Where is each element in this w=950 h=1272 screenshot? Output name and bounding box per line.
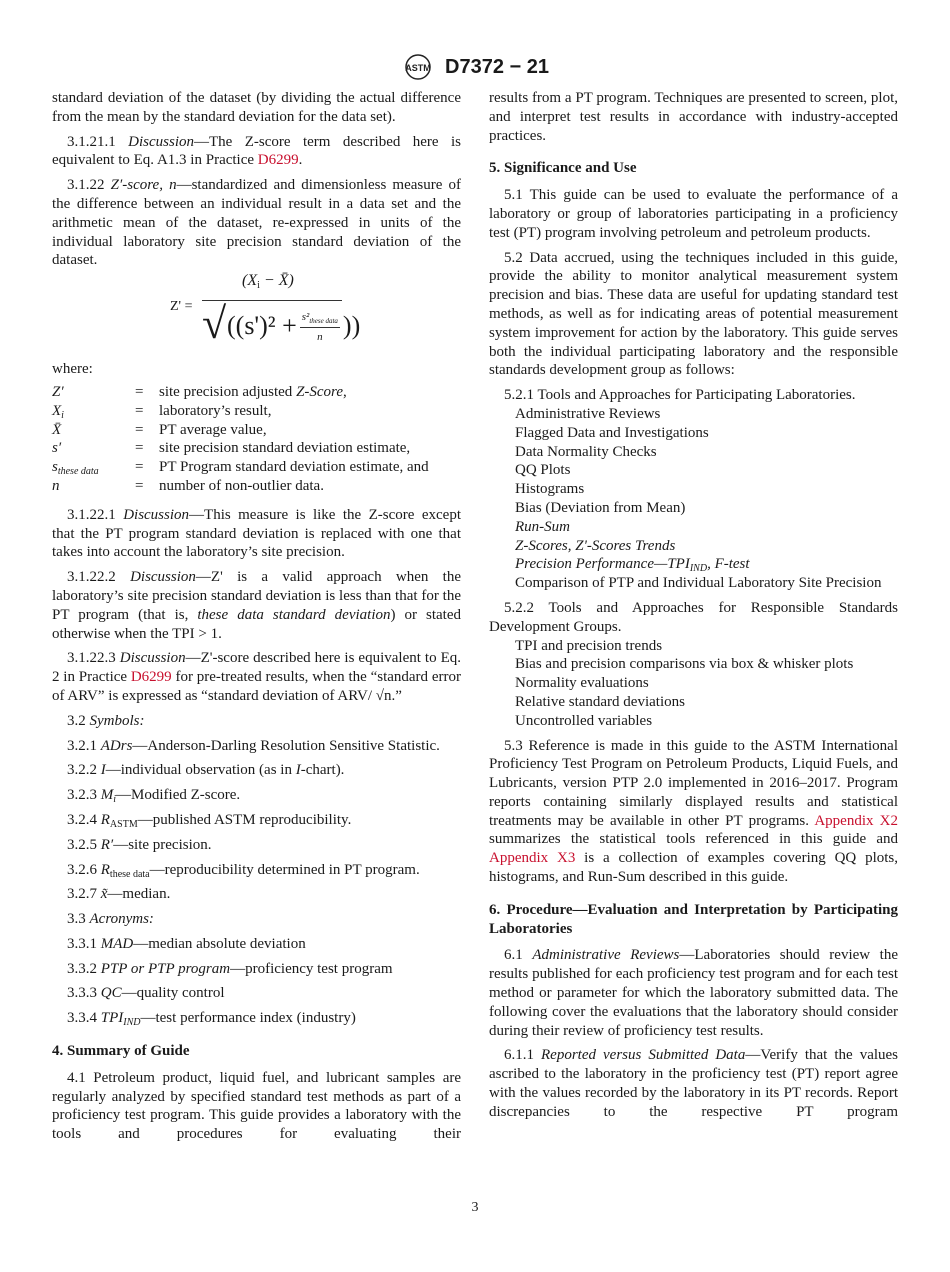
equals-sign: = xyxy=(135,383,144,400)
text-run: s xyxy=(52,459,58,476)
right-column xyxy=(489,89,898,1128)
text-run: 3.3.4 xyxy=(67,1010,101,1027)
symbol xyxy=(52,402,135,421)
text-run: Bias and precision comparisons via box & whisker plots xyxy=(515,656,854,673)
text-run: 3.3 xyxy=(67,911,90,928)
where-label: where: xyxy=(52,361,93,378)
text-run: 3.1.22.1 xyxy=(67,506,124,523)
text-run: 3.2.7 xyxy=(67,886,101,903)
paragraph xyxy=(52,910,461,929)
cross-reference-link[interactable]: D6299 xyxy=(257,152,299,169)
text-run: Administrative Reviews xyxy=(515,405,661,422)
formula-lhs: Z' = xyxy=(170,299,193,315)
italic-term: Z′-score, n xyxy=(110,177,177,194)
definition xyxy=(159,421,429,440)
equals-sign: = xyxy=(135,421,144,438)
italic-term: Discussion xyxy=(119,650,186,667)
definition xyxy=(159,458,429,477)
definition-row xyxy=(52,477,429,496)
italic-term: ADrs xyxy=(100,737,133,754)
cross-reference-link[interactable]: D6299 xyxy=(130,669,172,686)
italic-term: I xyxy=(100,762,106,779)
text-run: X̄ xyxy=(52,421,62,438)
text-run: results from a PT program. Techniques are presented to screen, plot, and interpret test results in accordance with industry-accepted practices. xyxy=(489,90,898,144)
text-run: 3.1.21.1 xyxy=(67,133,129,150)
paragraph xyxy=(489,1046,898,1121)
text-run: 3.1.22.2 xyxy=(67,569,131,586)
italic-term: TPI xyxy=(100,1010,124,1027)
svg-text:ASTM: ASTM xyxy=(405,63,431,73)
sqrt-sign: √ xyxy=(202,299,227,349)
text-run: 5.2 Data accrued, using the techniques included in this guide, provide the ability to monitor analytical measurement system precision and bias. These data are useful for updating standard test methods, as well as for indicating areas of potential measurement system improvement for action by the laboratory. This guide serves both the individual participating laboratory and the responsible standards development group as follows: xyxy=(489,249,898,379)
text-run: —test performance index (industry) xyxy=(140,1010,356,1027)
text-run: for pre-treated results, when the “standard error of ARV” is expressed as “standard deviation of ARV/ √n.” xyxy=(52,669,461,704)
text-run: —median. xyxy=(107,886,171,903)
text-run: —Z'-score described here is equivalent to Eq. 2 in Practice xyxy=(52,650,462,686)
italic-term: QC xyxy=(100,985,122,1002)
text-run: PT average value, xyxy=(159,421,267,438)
paragraph xyxy=(489,946,898,1040)
definition-row xyxy=(52,383,429,402)
text-run: number of non-outlier data. xyxy=(159,477,324,494)
text-run: 6.1.1 xyxy=(504,1047,542,1064)
text-run: —The Z-score term described here is equivalent to Eq. A1.3 in Practice xyxy=(52,133,462,169)
cross-reference-link[interactable]: Appendix X2 xyxy=(814,812,898,829)
italic-term: Discussion xyxy=(123,506,190,523)
paragraph xyxy=(489,89,898,145)
text-run: —Z' is a valid approach when the laboratory’s site precision standard deviation is less than that for the PT program (that is, xyxy=(52,569,462,623)
text-run: . xyxy=(298,152,303,169)
text-run: 5.2.2 Tools and Approaches for Responsible Standards Development Groups. xyxy=(489,599,898,635)
text-run: —published ASTM reproducibility. xyxy=(137,811,352,828)
list-item xyxy=(489,443,898,462)
paragraph xyxy=(52,761,461,780)
paragraph xyxy=(489,186,898,242)
paragraph xyxy=(52,960,461,979)
subscript: IND xyxy=(123,1017,141,1029)
text-run: —Verify that the values ascribed to the laboratory in the proficiency test (PT) report agree with the values recorded by the laboratory in its PT records. Report discrepancies to the respective PT program xyxy=(489,1047,899,1120)
paragraph xyxy=(52,133,461,171)
formula-denominator: ((s')² + $s^2_{these data}$ n )) xyxy=(227,308,360,347)
paragraph xyxy=(52,836,461,855)
text-run: 6.1 xyxy=(504,947,533,964)
paragraph xyxy=(52,861,461,880)
paragraph xyxy=(52,506,461,562)
text-run: site precision standard deviation estimate, xyxy=(159,440,411,457)
paragraph xyxy=(52,649,461,705)
italic-term: Symbols: xyxy=(89,712,145,729)
text-run: 3.2.1 xyxy=(67,737,101,754)
text-run: X xyxy=(52,402,62,419)
list-item xyxy=(489,537,898,556)
text-run: Normality evaluations xyxy=(515,675,649,692)
definition-row xyxy=(52,458,429,477)
text-run: QQ Plots xyxy=(515,462,571,479)
italic-term: Precision Performance—TPI xyxy=(515,556,690,573)
list-item xyxy=(489,555,898,574)
paragraph xyxy=(52,89,461,127)
equals-sign: = xyxy=(135,477,144,494)
italic-term: I xyxy=(295,762,301,779)
definition-row xyxy=(52,402,429,421)
text-run: , xyxy=(343,383,347,400)
subscript: ASTM xyxy=(109,818,138,830)
text-run: 3.3.2 xyxy=(67,960,101,977)
text-run: —Anderson-Darling Resolution Sensitive Statistic. xyxy=(132,737,440,754)
text-run: Flagged Data and Investigations xyxy=(515,424,709,441)
text-run: Bias (Deviation from Mean) xyxy=(515,499,686,516)
page-number: 3 xyxy=(471,1200,479,1215)
italic-term: Z-Scores, Z'-Scores Trends xyxy=(515,537,676,554)
list-item xyxy=(489,693,898,712)
subscript: i xyxy=(113,794,117,806)
definition xyxy=(159,383,429,402)
text-run: 3.2.6 xyxy=(67,861,101,878)
text-run: —This measure is like the Z-score except that the PT program standard deviation is replaced with one that takes into account the laboratory’s site precision. xyxy=(52,506,461,561)
text-run: —Modified Z-score. xyxy=(116,787,241,804)
italic-term: Acronyms: xyxy=(89,911,154,928)
symbol xyxy=(52,383,135,402)
text-run: n xyxy=(52,477,60,494)
paragraph xyxy=(52,935,461,954)
cross-reference-link[interactable]: Appendix X3 xyxy=(489,850,576,867)
paragraph xyxy=(52,712,461,731)
text-run: Comparison of PTP and Individual Laboratory Site Precision xyxy=(515,575,882,592)
paragraph xyxy=(52,1069,461,1144)
paragraph xyxy=(489,737,898,887)
symbol xyxy=(52,458,135,477)
italic-term: Discussion xyxy=(128,133,195,150)
section-heading xyxy=(489,901,898,939)
text-run: TPI and precision trends xyxy=(515,637,663,654)
text-run: summarizes the statistical tools referenced in this guide and xyxy=(489,831,898,848)
text-run: —site precision. xyxy=(113,836,212,853)
list-item xyxy=(489,499,898,518)
text-run: 3.2.4 xyxy=(67,811,101,828)
list-item xyxy=(489,637,898,656)
text-run: 6. Procedure—Evaluation and Interpretation by Participating Laboratories xyxy=(489,901,898,937)
list-item xyxy=(489,574,898,593)
formula-numerator: ($X_i$ − X̄) xyxy=(242,272,294,292)
definition xyxy=(159,477,429,496)
text-run: Histograms xyxy=(515,481,585,498)
text-run: is a collection of examples covering QQ plots, histograms, and Run-Sum described in this guide. xyxy=(489,850,898,886)
italic-term: Run-Sum xyxy=(515,518,570,535)
paragraph xyxy=(52,737,461,756)
symbol xyxy=(52,421,135,440)
italic-term: x̃ xyxy=(100,886,108,903)
italic-term: Administrative Reviews xyxy=(532,947,680,964)
text-run: Z′ xyxy=(52,383,64,400)
document-code: D7372 − 21 xyxy=(445,55,549,78)
text-run: 5.3 Reference is made in this guide to the ASTM International Proficiency Test Program on Petroleum Products, Liquid Fuels, and Lubricants, version PTP 2.0 implemented in 2016–2017. Program reports containing similarly displayed results and statistical treatments may be available in other PT programs. xyxy=(489,737,898,829)
paragraph xyxy=(52,984,461,1003)
text-run: Data Normality Checks xyxy=(515,443,657,460)
definition-row xyxy=(52,439,429,458)
list-item xyxy=(489,461,898,480)
page-header xyxy=(0,54,950,80)
italic-term: MAD xyxy=(100,935,134,952)
text-run: Relative standard deviations xyxy=(515,693,685,710)
text-run: —individual observation (as in xyxy=(105,762,296,779)
text-run: site precision adjusted xyxy=(159,383,297,400)
paragraph xyxy=(489,386,898,405)
text-run: 5.2.1 Tools and Approaches for Participating Laboratories. xyxy=(504,387,856,404)
paragraph xyxy=(489,599,898,637)
italic-term: , F-test xyxy=(707,556,750,573)
text-run: 3.1.22 xyxy=(67,177,111,194)
list-item xyxy=(489,674,898,693)
text-run: 5.1 This guide can be used to evaluate the performance of a laboratory or group of laboratories participating in a proficiency test (PT) program involving petroleum and petroleum products. xyxy=(489,187,898,241)
text-run: —Laboratories should review the results published for each proficiency test program and for each test method or parameter for which the laboratory submitted data. The following cover the evaluations that the laboratory should consider during their review of proficiency test results. xyxy=(489,947,899,1039)
list-item xyxy=(489,405,898,424)
z-prime-formula xyxy=(52,272,461,354)
symbol xyxy=(52,477,135,496)
text-run: 4.1 Petroleum product, liquid fuel, and lubricant samples are regularly analyzed by specified standard test methods as part of a proficiency test program. This guide provides a laboratory with the tools and procedures for evaluating their xyxy=(52,1069,461,1143)
text-run: 3.2.5 xyxy=(67,836,101,853)
text-run: 5. Significance and Use xyxy=(489,160,637,177)
italic-term: R xyxy=(100,861,110,878)
astm-logo xyxy=(401,54,435,80)
text-run: laboratory’s result, xyxy=(159,402,272,419)
equals-sign: = xyxy=(135,440,144,457)
text-run: 3.1.22.3 xyxy=(67,650,120,667)
list-item xyxy=(489,518,898,537)
italic-term: R xyxy=(100,811,110,828)
italic-term: these data standard deviation xyxy=(197,606,391,623)
text-run: ) or stated otherwise when the TPI > 1. xyxy=(52,606,462,642)
list-item xyxy=(489,712,898,731)
symbol xyxy=(52,439,135,458)
text-run: 3.3.3 xyxy=(67,985,101,1002)
text-run: 4. Summary of Guide xyxy=(52,1043,190,1060)
subscript: these data xyxy=(57,466,99,478)
paragraph xyxy=(52,568,461,643)
text-run: 3.2.3 xyxy=(67,787,101,804)
text-run: 3.2 xyxy=(67,712,90,729)
text-run: s′ xyxy=(52,440,62,457)
text-run: —median absolute deviation xyxy=(133,935,306,952)
definition xyxy=(159,402,429,421)
italic-term: Discussion xyxy=(130,569,196,586)
text-run: Uncontrolled variables xyxy=(515,712,653,729)
section-heading xyxy=(489,159,898,178)
definition-row xyxy=(52,421,429,440)
text-run: —proficiency test program xyxy=(230,960,393,977)
definitions-table xyxy=(52,383,429,496)
subscript: these data xyxy=(109,868,150,880)
list-item xyxy=(489,424,898,443)
italic-term: R′ xyxy=(100,836,114,853)
text-run: standard deviation of the dataset (by dividing the actual difference from the mean by the standard deviation for the data set). xyxy=(52,90,461,125)
list-item xyxy=(489,655,898,674)
equals-sign: = xyxy=(135,459,144,476)
italic-term: PTP or PTP program xyxy=(100,960,231,977)
equals-sign: = xyxy=(135,402,144,419)
subscript: i xyxy=(61,409,64,421)
italic-term: M xyxy=(100,787,114,804)
section-heading xyxy=(52,1042,461,1061)
paragraph xyxy=(52,176,461,270)
text-run: PT Program standard deviation estimate, and xyxy=(159,459,429,476)
paragraph xyxy=(489,249,898,381)
subscript: IND xyxy=(689,563,708,575)
definition xyxy=(159,439,429,458)
text-run: -chart). xyxy=(300,762,345,779)
paragraph xyxy=(52,1009,461,1028)
text-run: —standardized and dimensionless measure of the difference between an individual result in a data set and the arithmetic mean of the dataset, re-expressed in units of the individual laboratory site precision standard deviation of the dataset. xyxy=(52,177,462,269)
paragraph xyxy=(52,885,461,904)
italic-term: Z-Score xyxy=(296,383,343,400)
text-run: 3.3.1 xyxy=(67,935,101,952)
list-item xyxy=(489,480,898,499)
paragraph xyxy=(52,811,461,830)
text-run: 3.2.2 xyxy=(67,762,101,779)
text-run: —quality control xyxy=(121,985,225,1002)
text-run: —reproducibility determined in PT program. xyxy=(149,861,420,878)
paragraph xyxy=(52,786,461,805)
left-column xyxy=(52,89,461,1150)
italic-term: Reported versus Submitted Data xyxy=(541,1047,746,1064)
